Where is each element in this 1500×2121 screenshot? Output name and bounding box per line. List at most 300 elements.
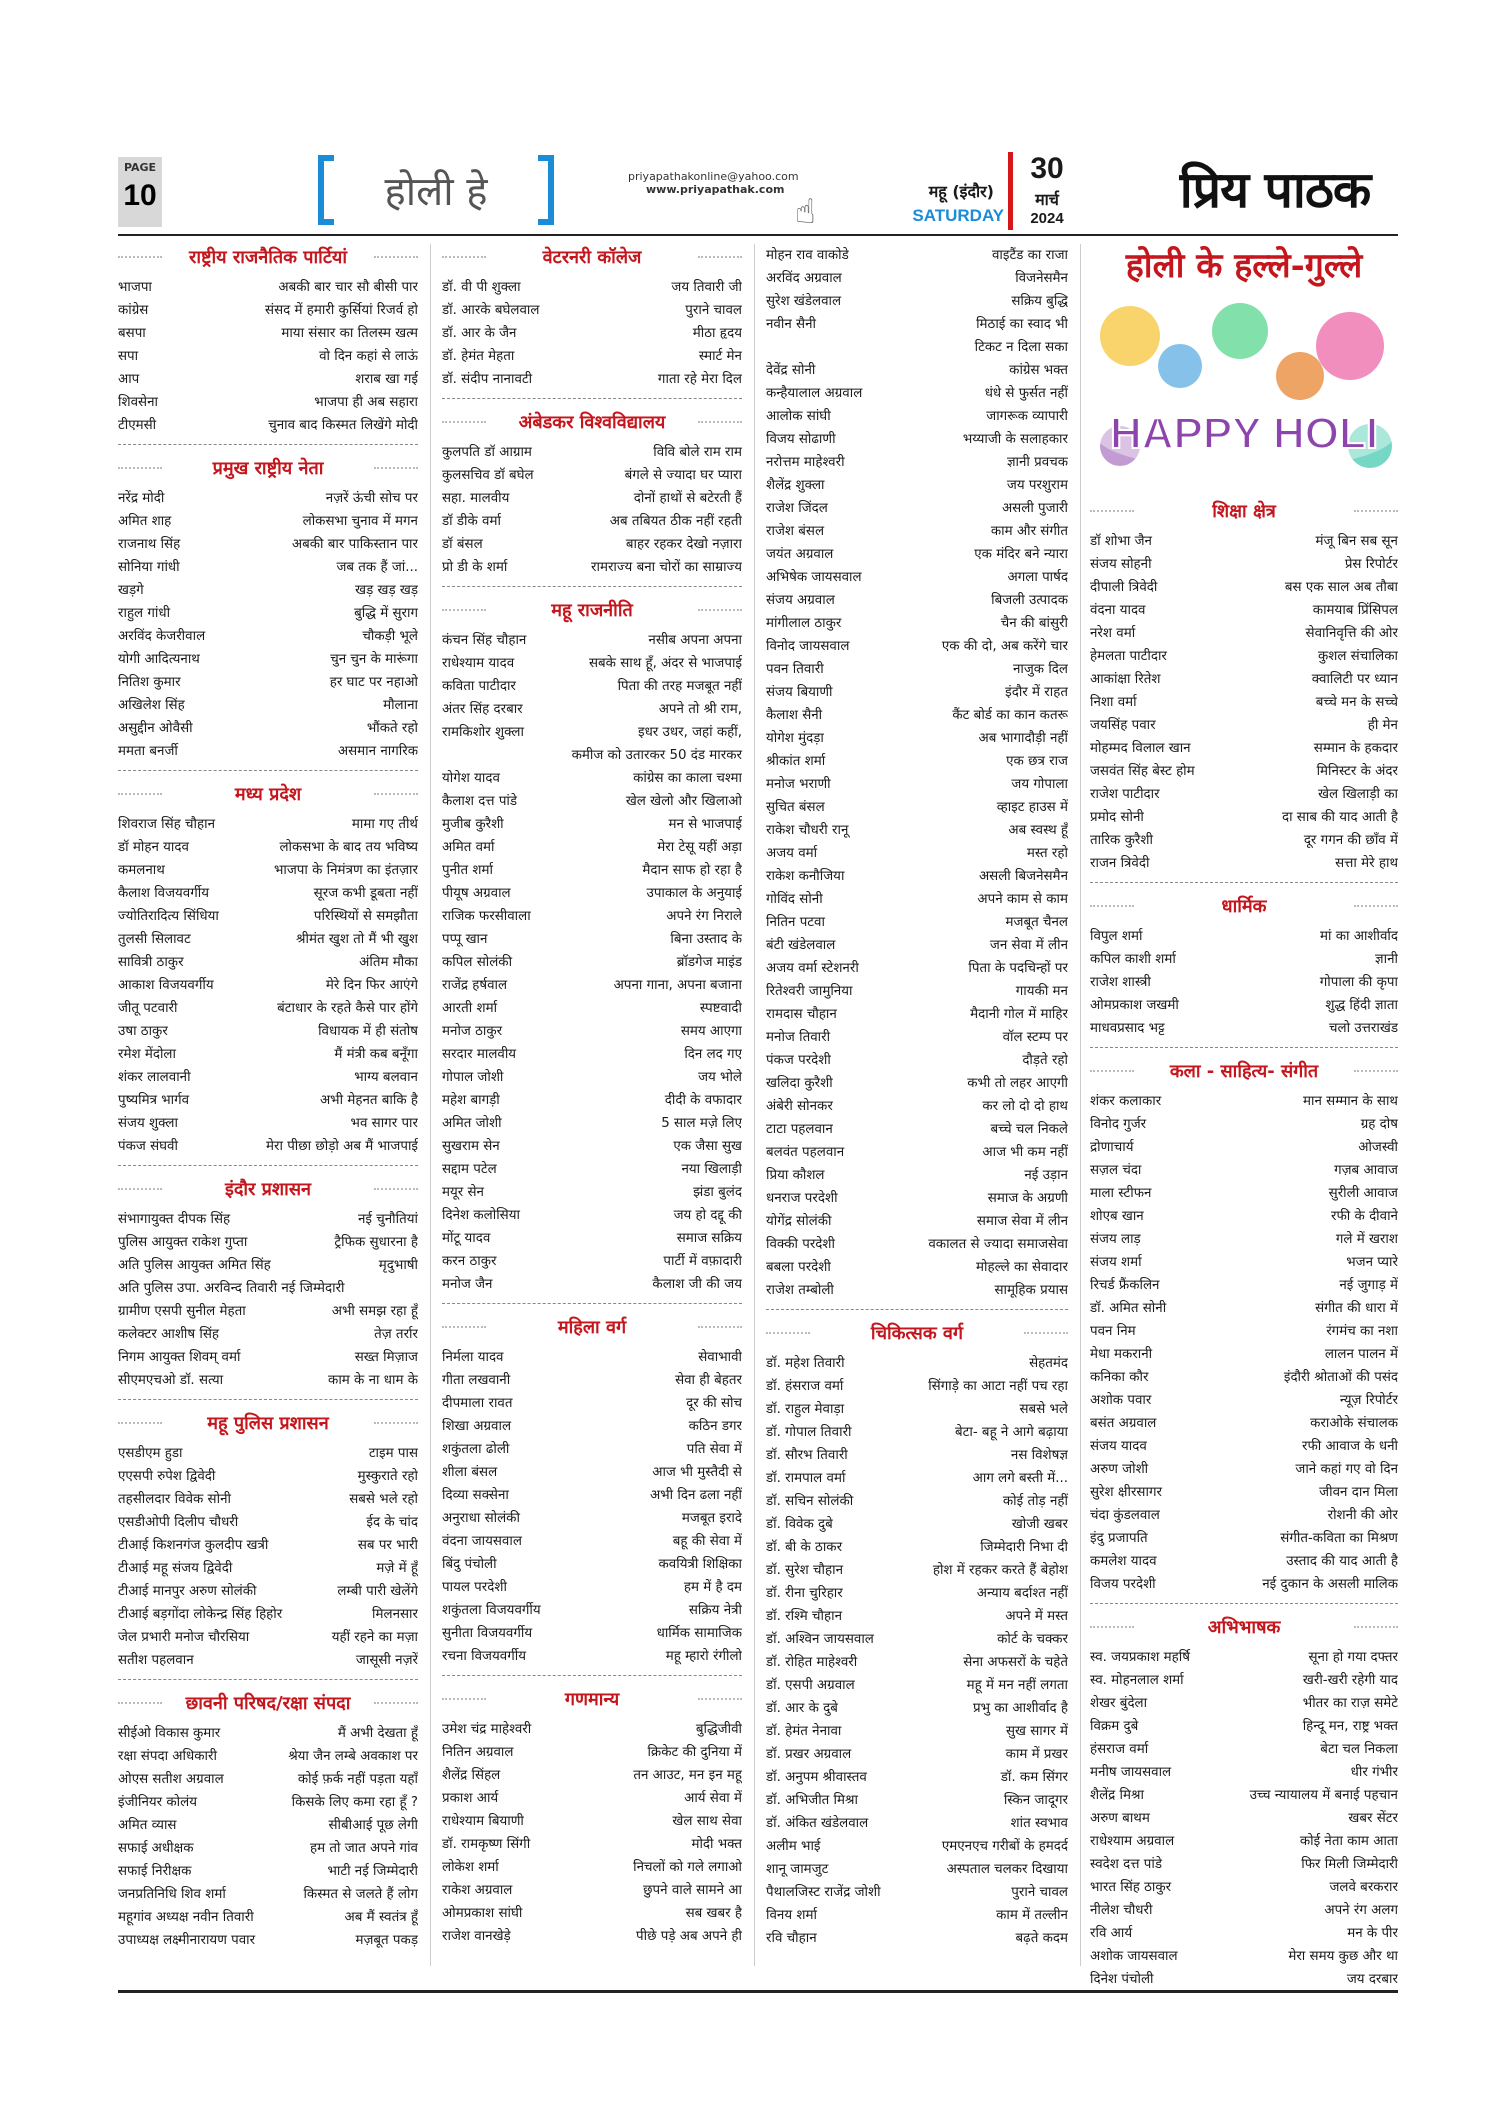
quip-text: कैलाश जी की जय bbox=[652, 1277, 742, 1292]
list-item bbox=[766, 750, 1068, 773]
person-name: शकुंतला विजयवर्गीय bbox=[442, 1603, 541, 1618]
quip-text: सम्मान के हकदार bbox=[1313, 741, 1398, 756]
quip-text: संगीत-कविता का मिश्रण bbox=[1280, 1531, 1398, 1546]
quip-text: सूरज कभी डूबता नहीं bbox=[313, 886, 418, 901]
quip-text: हम में है दम bbox=[683, 1580, 742, 1595]
quip-text: विवि बोले राम राम bbox=[653, 445, 742, 460]
person-name: निर्मला यादव bbox=[442, 1350, 504, 1365]
list-item bbox=[1090, 1853, 1398, 1876]
person-name: सफाई अधीक्षक bbox=[118, 1841, 194, 1856]
person-name: संजय अग्रवाल bbox=[766, 593, 835, 608]
person-name: राहुल गांधी bbox=[118, 606, 171, 621]
quip-text: असमान नागरिक bbox=[337, 744, 418, 759]
quip-text: जन सेवा में लीन bbox=[989, 938, 1068, 953]
quip-text: मेरे दिन फिर आएंगे bbox=[325, 978, 418, 993]
list-item bbox=[1090, 1945, 1398, 1968]
person-name: डॉ. सचिन सोलंकी bbox=[766, 1494, 854, 1509]
person-name: पुनीत शर्मा bbox=[442, 863, 493, 878]
quip-text: इंदौरी श्रोताओं की पसंद bbox=[1283, 1370, 1398, 1385]
list-item bbox=[766, 1835, 1068, 1858]
person-name: प्रिया कौशल bbox=[766, 1168, 825, 1183]
person-name: द्रोणाचार्य bbox=[1090, 1140, 1134, 1155]
quip-text: दूर की सोच bbox=[686, 1396, 742, 1411]
person-name: मनोज तिवारी bbox=[766, 1030, 831, 1045]
person-name: योगेंद्र सोलंकी bbox=[766, 1214, 832, 1229]
email-link[interactable]: priyapathakonline@yahoo.com bbox=[628, 170, 799, 183]
person-name: कांग्रेस bbox=[118, 303, 149, 318]
section-divider bbox=[118, 1392, 418, 1400]
section-divider bbox=[118, 1672, 418, 1680]
list-item bbox=[766, 1049, 1068, 1072]
person-name: बिंदु पंचोली bbox=[442, 1557, 497, 1572]
person-name: विनोद गुर्जर bbox=[1090, 1117, 1147, 1132]
person-name: विजय सोढाणी bbox=[766, 432, 836, 447]
list-item bbox=[766, 1072, 1068, 1095]
quip-text: मजबूत चैनल bbox=[1005, 915, 1068, 930]
quip-text: खरी-खरी रहेगी याद bbox=[1302, 1673, 1398, 1688]
person-name: टीआई मानपुर अरुण सोलंकी bbox=[118, 1584, 257, 1599]
list-item bbox=[118, 322, 418, 345]
quip-text: जागरूक व्यापारी bbox=[986, 409, 1068, 424]
quip-text: अंतिम मौका bbox=[359, 955, 418, 970]
quip-text: सत्ता मेरे हाथ bbox=[1335, 856, 1398, 871]
person-name: मयूर सेन bbox=[442, 1185, 484, 1200]
quip-text: सामूहिक प्रयास bbox=[994, 1283, 1068, 1298]
list-item bbox=[442, 629, 742, 652]
list-item bbox=[1090, 1504, 1398, 1527]
list-item bbox=[766, 1766, 1068, 1789]
person-name: उपाध्यक्ष लक्ष्मीनारायण पवार bbox=[118, 1933, 256, 1948]
quip-text: एमएनएच गरीबों के हमदर्द bbox=[941, 1839, 1068, 1854]
quip-text: जासूसी नज़रें bbox=[355, 1653, 418, 1668]
list-item bbox=[442, 1856, 742, 1879]
person-name: भारत सिंह ठाकुर bbox=[1090, 1880, 1172, 1895]
person-name: अनुराधा सोलंकी bbox=[442, 1511, 520, 1526]
quip-text: लोकसभा के बाद तय भविष्य bbox=[279, 840, 418, 855]
person-name: बलवंत पहलवान bbox=[766, 1145, 845, 1160]
person-name: अरुण बाथम bbox=[1090, 1811, 1150, 1826]
quip-text: शुद्ध हिंदी ज्ञाता bbox=[1325, 998, 1398, 1013]
list-item bbox=[766, 1164, 1068, 1187]
person-name: संजय सोहनी bbox=[1090, 557, 1152, 572]
quip-text: अब भागादौड़ी नहीं bbox=[978, 731, 1068, 746]
quip-text: काम में प्रखर bbox=[1005, 1747, 1068, 1762]
quip-text: सिंगाड़े का आटा नहीं पच रहा bbox=[928, 1379, 1068, 1394]
list-item bbox=[442, 836, 742, 859]
person-name: निशा वर्मा bbox=[1090, 695, 1137, 710]
person-name: मोंटू यादव bbox=[442, 1231, 491, 1246]
quip-text: नाजुक दिल bbox=[1012, 662, 1068, 677]
person-name: कपिल सोलंकी bbox=[442, 955, 513, 970]
section-title: चिकित्सक वर्ग bbox=[870, 1323, 964, 1344]
quip-text: मृदुभाषी bbox=[378, 1258, 418, 1273]
quip-text: इंदौर में राहत bbox=[1005, 685, 1068, 700]
list-item bbox=[118, 1488, 418, 1511]
list-item bbox=[766, 1651, 1068, 1674]
quip-text: बंटाधार के रहते कैसे पार होंगे bbox=[277, 1001, 418, 1016]
person-name: सहा. मालवीय bbox=[442, 491, 510, 506]
list-item bbox=[442, 905, 742, 928]
list-item bbox=[1090, 948, 1398, 971]
person-name: मनोज भराणी bbox=[766, 777, 831, 792]
quip-text: कर लो दो दो हाथ bbox=[982, 1099, 1068, 1114]
quip-text: आग लगे बस्ती में... bbox=[972, 1471, 1068, 1486]
person-name: अति पुलिस आयुक्त अमित सिंह bbox=[118, 1258, 271, 1273]
person-name: सतीश पहलवान bbox=[118, 1653, 194, 1668]
person-name: हेमलता पाटीदार bbox=[1090, 649, 1167, 664]
person-name: सद्दाम पटेल bbox=[442, 1162, 497, 1177]
quip-text: मेरा टेसू यहीं अड़ा bbox=[657, 840, 742, 855]
person-name: दिनेश पंचोली bbox=[1090, 1972, 1154, 1987]
quip-text: डॉ. कम सिंगर bbox=[1000, 1770, 1068, 1785]
date-day: 30 bbox=[1030, 152, 1064, 185]
list-item bbox=[118, 1814, 418, 1837]
website-link[interactable]: www.priyapathak.com bbox=[646, 183, 785, 196]
quip-text: प्रभु का आशीर्वाद है bbox=[973, 1701, 1068, 1716]
list-item bbox=[442, 951, 742, 974]
person-name: संजय शर्मा bbox=[1090, 1255, 1142, 1270]
person-name: कुलसचिव डॉ बघेल bbox=[442, 468, 534, 483]
quip-text: स्किन जादूगर bbox=[1003, 1793, 1068, 1808]
column-divider bbox=[754, 244, 755, 1966]
list-item bbox=[1090, 1830, 1398, 1853]
quip-text: स्पष्टवादी bbox=[699, 1001, 742, 1016]
person-name: राधेश्याम बियाणी bbox=[442, 1814, 524, 1829]
list-item bbox=[118, 882, 418, 905]
person-name: शिवराज सिंह चौहान bbox=[118, 817, 216, 832]
person-name: पुष्यमित्र भार्गव bbox=[118, 1093, 190, 1108]
list-item bbox=[442, 1089, 742, 1112]
person-name: दीपाली त्रिवेदी bbox=[1090, 580, 1158, 595]
quip-text: अगला पार्षद bbox=[1007, 570, 1068, 585]
quip-text: मज़बूत पकड़ bbox=[355, 1933, 418, 1948]
list-item bbox=[766, 1421, 1068, 1444]
quip-text: समाज सेवा में लीन bbox=[976, 1214, 1068, 1229]
quip-text: पति सेवा में bbox=[686, 1442, 742, 1457]
quip-text: मिनिस्टर के अंदर bbox=[1316, 764, 1398, 779]
list-item bbox=[1090, 1669, 1398, 1692]
quip-text: सेवा ही बेहतर bbox=[675, 1373, 742, 1388]
person-name: वंदना यादव bbox=[1090, 603, 1146, 618]
list-item bbox=[766, 796, 1068, 819]
list-item bbox=[442, 1461, 742, 1484]
person-name: राधेश्याम अग्रवाल bbox=[1090, 1834, 1175, 1849]
quip-text: सबसे भले bbox=[1019, 1402, 1068, 1417]
feature-title: होली के हल्ले-गुल्ले bbox=[1125, 246, 1363, 286]
quip-text: कामयाब प्रिंसिपल bbox=[1312, 603, 1398, 618]
quip-text: भाजपा के निमंत्रण का इंतज़ार bbox=[273, 863, 418, 878]
person-name: बसंत अग्रवाल bbox=[1090, 1416, 1157, 1431]
list-item bbox=[118, 740, 418, 763]
quip-text: खेल खिलाड़ी का bbox=[1318, 787, 1398, 802]
list-item bbox=[118, 276, 418, 299]
section-title: राष्ट्रीय राजनैतिक पार्टियां bbox=[188, 247, 347, 268]
quip-text: रामराज्य बना चोरों का साम्राज्य bbox=[591, 560, 742, 575]
person-name: पंकज परदेशी bbox=[766, 1053, 831, 1068]
person-name: अजय वर्मा स्टेशनरी bbox=[766, 961, 859, 976]
list-item bbox=[118, 717, 418, 740]
list-item bbox=[766, 1398, 1068, 1421]
person-name: शीला बंसल bbox=[442, 1465, 498, 1480]
section-heading bbox=[442, 1314, 742, 1342]
quip-text: पुराने चावल bbox=[685, 303, 742, 318]
list-item bbox=[1090, 645, 1398, 668]
quip-text: सुरीली आवाज bbox=[1328, 1186, 1398, 1201]
quip-text: विजनेसमैन bbox=[1015, 271, 1068, 286]
person-name: मेधा मकरानी bbox=[1090, 1347, 1153, 1362]
section-title: शिक्षा क्षेत्र bbox=[1212, 501, 1276, 522]
section-divider bbox=[766, 1302, 1068, 1310]
person-name: रिचर्ड फ्रैंकलिन bbox=[1090, 1278, 1160, 1293]
quip-text: भाजपा ही अब सहारा bbox=[314, 395, 418, 410]
list-item bbox=[766, 681, 1068, 704]
person-name: असुद्दीन ओवैसी bbox=[118, 721, 193, 736]
list-item bbox=[1090, 925, 1398, 948]
person-name: अंतर सिंह दरबार bbox=[442, 702, 523, 717]
quip-text: नई जुगाड़ में bbox=[1339, 1278, 1398, 1293]
person-name: सुचित बंसल bbox=[766, 800, 825, 815]
column-3 bbox=[766, 244, 1068, 1950]
list-item bbox=[442, 767, 742, 790]
list-item bbox=[118, 1906, 418, 1929]
list-item bbox=[766, 382, 1068, 405]
quip-text: मस्त रहो bbox=[1026, 846, 1068, 861]
quip-text: कोई तोड़ नहीं bbox=[1002, 1494, 1068, 1509]
person-name: शैलेंद्र मिश्रा bbox=[1090, 1788, 1144, 1803]
list-item bbox=[118, 694, 418, 717]
person-name: जसवंत सिंह बेस्ट होम bbox=[1090, 764, 1195, 779]
list-item bbox=[442, 1764, 742, 1787]
section-heading bbox=[118, 1176, 418, 1204]
list-item bbox=[442, 368, 742, 391]
person-name: संजय शुक्ला bbox=[118, 1116, 178, 1131]
quip-text: खोजी खबर bbox=[1011, 1517, 1068, 1532]
page-badge bbox=[118, 157, 162, 227]
quip-text: दिन लद गए bbox=[684, 1047, 742, 1062]
quip-text: अब मैं स्वतंत्र हूँ bbox=[344, 1910, 418, 1925]
contact-block bbox=[628, 170, 799, 196]
person-name: तुलसी सिलावट bbox=[118, 932, 191, 947]
list-item-continuation: टिकट न दिला सका bbox=[974, 340, 1068, 355]
person-name: जेल प्रभारी मनोज चौरसिया bbox=[118, 1630, 250, 1645]
list-item bbox=[118, 1346, 418, 1369]
person-name: डॉ. आर के जैन bbox=[442, 326, 517, 341]
person-name: महेश बागड़ी bbox=[442, 1093, 500, 1108]
list-item bbox=[766, 1210, 1068, 1233]
list-item bbox=[1090, 1527, 1398, 1550]
list-item bbox=[442, 345, 742, 368]
person-name: कमलेश यादव bbox=[1090, 1554, 1157, 1569]
person-name: डॉ. रोहित माहेश्वरी bbox=[766, 1655, 858, 1670]
list-item bbox=[442, 1599, 742, 1622]
person-name: विनोद जायसवाल bbox=[766, 639, 850, 654]
quip-text: दीदी के वफादार bbox=[664, 1093, 742, 1108]
list-item bbox=[766, 1628, 1068, 1651]
quip-text: परिस्थियों से समझौता bbox=[313, 909, 418, 924]
list-item bbox=[1090, 1738, 1398, 1761]
quip-text: बढ़ते कदम bbox=[1015, 1931, 1068, 1946]
list-item bbox=[766, 773, 1068, 796]
person-name: दीपमाला रावत bbox=[442, 1396, 513, 1411]
quip-text: भव सागर पार bbox=[350, 1116, 418, 1131]
list-item bbox=[118, 1745, 418, 1768]
quip-text: सब खबर है bbox=[685, 1906, 742, 1921]
person-name: रामकिशोर शुक्ला bbox=[442, 725, 524, 740]
quip-text: बिजली उत्पादक bbox=[991, 593, 1068, 608]
person-name: महूगांव अध्यक्ष नवीन तिवारी bbox=[118, 1910, 254, 1925]
list-item bbox=[766, 635, 1068, 658]
person-name: सुखराम सेन bbox=[442, 1139, 500, 1154]
list-item bbox=[1090, 1412, 1398, 1435]
list-item bbox=[766, 428, 1068, 451]
person-name: श्रीकांत शर्मा bbox=[766, 754, 826, 769]
list-item bbox=[766, 727, 1068, 750]
quip-text: मामा गए तीर्थ bbox=[351, 817, 418, 832]
list-item bbox=[766, 497, 1068, 520]
quip-text: धीर गंभीर bbox=[1350, 1765, 1398, 1780]
list-item bbox=[1090, 1715, 1398, 1738]
list-item bbox=[766, 1118, 1068, 1141]
list-item bbox=[1090, 1159, 1398, 1182]
list-item bbox=[118, 1442, 418, 1465]
person-name: अरविंद केजरीवाल bbox=[118, 629, 206, 644]
person-name: शंकर लालवानी bbox=[118, 1070, 191, 1085]
quip-text: किस्मत से जलते हैं लोग bbox=[303, 1887, 418, 1902]
section-heading bbox=[118, 244, 418, 272]
quip-text: बेटा चल निकला bbox=[1320, 1742, 1398, 1757]
list-item bbox=[766, 1233, 1068, 1256]
person-name: गोपाल जोशी bbox=[442, 1070, 504, 1085]
list-item bbox=[442, 1392, 742, 1415]
date-year: 2024 bbox=[1030, 210, 1064, 227]
quip-text: लम्बी पारी खेलेंगे bbox=[337, 1584, 418, 1599]
list-item bbox=[442, 1204, 742, 1227]
quip-text: मान सम्मान के साथ bbox=[1302, 1094, 1398, 1109]
person-name: डॉ. रश्मि चौहान bbox=[766, 1609, 843, 1624]
quip-text: बुद्धिजीवी bbox=[695, 1722, 742, 1737]
quip-text: मां का आशीर्वाद bbox=[1319, 929, 1398, 944]
list-item bbox=[118, 951, 418, 974]
person-name: कंचन सिंह चौहान bbox=[442, 633, 527, 648]
list-item bbox=[442, 464, 742, 487]
quip-text: इधर उधर, जहां कहीं, bbox=[638, 725, 742, 740]
person-name: विक्रम दुबे bbox=[1090, 1719, 1139, 1734]
quip-text: समाज के अग्रणी bbox=[987, 1191, 1068, 1206]
person-name: शोएब खान bbox=[1090, 1209, 1144, 1224]
section-title: छावनी परिषद/रक्षा संपदा bbox=[185, 1693, 351, 1714]
person-name: शेखर बुंदेला bbox=[1090, 1696, 1148, 1711]
quip-text: भीतर का राज़ समेटे bbox=[1302, 1696, 1398, 1711]
person-name: कैलाश दत्त पांडे bbox=[442, 794, 518, 809]
list-item bbox=[118, 1791, 418, 1814]
list-item bbox=[442, 1810, 742, 1833]
list-item bbox=[766, 1256, 1068, 1279]
person-name: आलोक सांघी bbox=[766, 409, 831, 424]
quip-text: अन्याय बर्दाश्त नहीं bbox=[976, 1586, 1068, 1601]
person-name: स्व. मोहनलाल शर्मा bbox=[1090, 1673, 1184, 1688]
person-name: इंजीनियर कोलंय bbox=[118, 1795, 197, 1810]
quip-text: अस्पताल चलकर दिखाया bbox=[946, 1862, 1068, 1877]
list-item bbox=[118, 1208, 418, 1231]
list-item bbox=[118, 556, 418, 579]
quip-text: महू में मन नहीं लगता bbox=[966, 1678, 1068, 1693]
person-name: पवन तिवारी bbox=[766, 662, 824, 677]
quip-text: कवयित्री शिक्षिका bbox=[658, 1557, 742, 1572]
person-name: टाटा पहलवान bbox=[766, 1122, 833, 1137]
section-divider bbox=[118, 763, 418, 771]
list-item bbox=[1090, 783, 1398, 806]
person-name: मनीष जायसवाल bbox=[1090, 1765, 1172, 1780]
list-item bbox=[442, 1135, 742, 1158]
person-name: तहसीलदार विवेक सोनी bbox=[118, 1492, 231, 1507]
person-name: अशोक जायसवाल bbox=[1090, 1949, 1178, 1964]
person-name: राजेश जिंदल bbox=[766, 501, 828, 516]
list-item bbox=[442, 813, 742, 836]
list-item bbox=[1090, 1761, 1398, 1784]
person-name: डॉ मोहन यादव bbox=[118, 840, 189, 855]
list-item bbox=[442, 1158, 742, 1181]
person-name: योगेश यादव bbox=[442, 771, 500, 786]
person-name: अमित व्यास bbox=[118, 1818, 177, 1833]
quip-text: कोई फ़र्क नहीं पड़ता यहाँ bbox=[297, 1772, 418, 1787]
list-item bbox=[442, 859, 742, 882]
list-item bbox=[442, 1181, 742, 1204]
person-name: कविता पाटीदार bbox=[442, 679, 516, 694]
person-name: मोहन राव वाकोडे bbox=[766, 248, 849, 263]
quip-text: संसद में हमारी कुर्सियां रिजर्व हो bbox=[265, 303, 418, 318]
quip-text: वॉल स्टम्प पर bbox=[1002, 1030, 1068, 1045]
quip-text: किसके लिए कमा रहा हूँ ? bbox=[291, 1795, 418, 1810]
list-item bbox=[118, 1722, 418, 1745]
quip-text: गाता रहे मेरा दिल bbox=[657, 372, 742, 387]
quip-text: आज भी कम नहीं bbox=[982, 1145, 1068, 1160]
list-item bbox=[118, 905, 418, 928]
quip-text: मोहल्ले का सेवादार bbox=[976, 1260, 1068, 1275]
list-item bbox=[442, 1902, 742, 1925]
person-name: डॉ. प्रखर अग्रवाल bbox=[766, 1747, 852, 1762]
list-item bbox=[118, 1323, 418, 1346]
person-name: अशोक पवार bbox=[1090, 1393, 1152, 1408]
quip-text: मौलाना bbox=[383, 698, 418, 713]
person-name: रवि चौहान bbox=[766, 1931, 817, 1946]
person-name: धनराज परदेशी bbox=[766, 1191, 838, 1206]
person-name: शकुंतला ढोली bbox=[442, 1442, 510, 1457]
list-item bbox=[1090, 1366, 1398, 1389]
person-name: कैलाश विजयवर्गीय bbox=[118, 886, 210, 901]
quip-text: छुपने वाले सामने आ bbox=[643, 1883, 742, 1898]
quip-text: नई उड़ान bbox=[1024, 1168, 1068, 1183]
person-name: अति पुलिस उपा. अरविन्द तिवारी नई जिम्मेदारी bbox=[118, 1281, 345, 1296]
list-item bbox=[766, 1467, 1068, 1490]
list-item bbox=[1090, 1550, 1398, 1573]
list-item bbox=[1090, 622, 1398, 645]
list-item bbox=[118, 836, 418, 859]
person-name: डॉ. संदीप नानावटी bbox=[442, 372, 533, 387]
quip-text: वाइटैंड का राजा bbox=[991, 248, 1068, 263]
person-name: नितिश कुमार bbox=[118, 675, 181, 690]
person-name: डॉ. अनुपम श्रीवास्तव bbox=[766, 1770, 867, 1785]
quip-text: बच्चे मन के सच्चे bbox=[1315, 695, 1398, 710]
quip-text: चौकड़ी भूले bbox=[362, 629, 418, 644]
list-item bbox=[766, 1003, 1068, 1026]
list-item bbox=[766, 1187, 1068, 1210]
person-name: मांगीलाल ठाकुर bbox=[766, 616, 842, 631]
list-item bbox=[442, 1112, 742, 1135]
person-name: अमित शाह bbox=[118, 514, 172, 529]
person-name: अमित जोशी bbox=[442, 1116, 502, 1131]
person-name: पैथालजिस्ट राजेंद्र जोशी bbox=[766, 1885, 881, 1900]
list-item bbox=[1090, 852, 1398, 875]
